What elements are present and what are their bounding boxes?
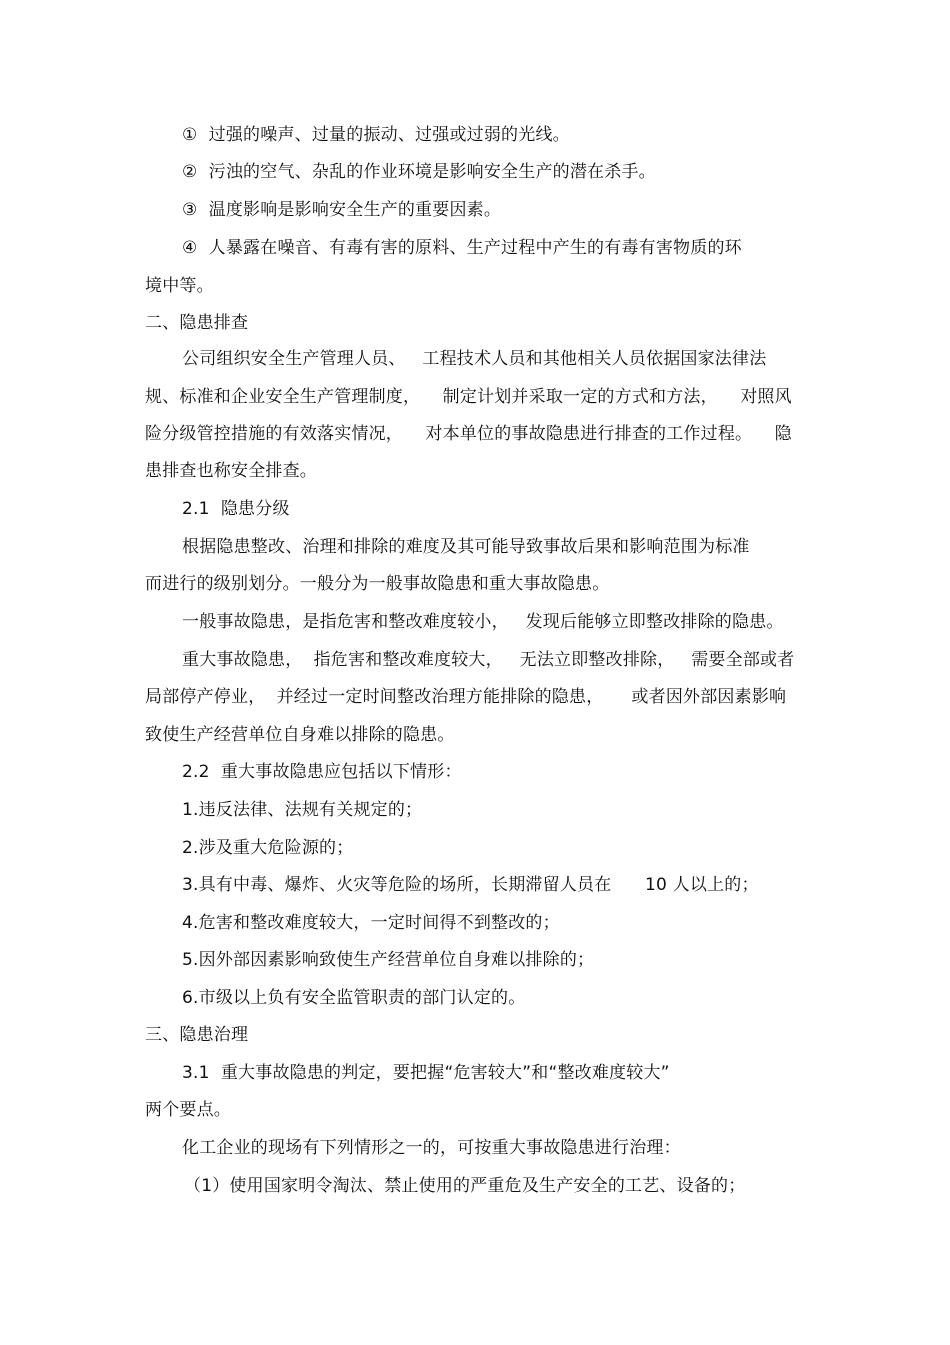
text-line: ④ 人暴露在噪音、有毒有害的原料、生产过程中产生的有毒有害物质的环 — [182, 238, 742, 258]
text-line: 境中等。 — [145, 276, 214, 296]
list-item: 6.市级以上负有安全监管职责的部门认定的。 — [182, 988, 526, 1008]
text-line: 局部停产停业， 并经过一定时间整改治理方能排除的隐患， 或者因外部因素影响 — [145, 687, 787, 707]
text-line: 重大事故隐患， 指危害和整改难度较大， 无法立即整改排除， 需要全部或者 — [182, 650, 795, 670]
subsection-heading: 2.1 隐患分级 — [182, 499, 290, 519]
text-line: 险分级管控措施的有效落实情况， 对本单位的事故隐患进行排查的工作过程。 隐 — [145, 424, 792, 444]
text-line: 规、标准和企业安全生产管理制度， 制定计划并采取一定的方式和方法， 对照风 — [145, 387, 792, 407]
text-line: 致使生产经营单位自身难以排除的隐患。 — [145, 725, 455, 745]
list-item: 1.违反法律、法规有关规定的； — [182, 800, 423, 820]
subsection-heading: 2.2 重大事故隐患应包括以下情形： — [182, 762, 462, 782]
text-line: ① 过强的噪声、过量的振动、过强或过弱的光线。 — [182, 125, 570, 145]
text-line: 公司组织安全生产管理人员、 工程技术人员和其他相关人员依据国家法律法 — [182, 349, 767, 369]
list-item: 3.具有中毒、爆炸、火灾等危险的场所，长期滞留人员在 10 人以上的； — [182, 875, 759, 895]
text-line: 化工企业的现场有下列情形之一的，可按重大事故隐患进行治理： — [182, 1138, 681, 1158]
text-line: 根据隐患整改、治理和排除的难度及其可能导致事故后果和影响范围为标准 — [182, 537, 750, 557]
text-line: ③ 温度影响是影响安全生产的重要因素。 — [182, 200, 502, 220]
text-line: 患排查也称安全排查。 — [145, 461, 317, 481]
section-heading: 三、隐患治理 — [145, 1025, 249, 1045]
list-item: 5.因外部因素影响致使生产经营单位自身难以排除的； — [182, 950, 595, 970]
section-heading: 二、隐患排查 — [145, 313, 249, 333]
text-line: 一般事故隐患，是指危害和整改难度较小， 发现后能够立即整改排除的隐患。 — [182, 612, 784, 632]
subsection-heading: 3.1 重大事故隐患的判定，要把握“危害较大”和“整改难度较大” — [182, 1063, 670, 1083]
text-line: 两个要点。 — [145, 1100, 231, 1120]
text-line: ② 污浊的空气、杂乱的作业环境是影响安全生产的潜在杀手。 — [182, 162, 656, 182]
list-item: 2.涉及重大危险源的； — [182, 838, 354, 858]
list-item: （1）使用国家明令淘汰、禁止使用的严重危及生产安全的工艺、设备的； — [184, 1176, 746, 1196]
text-line: 而进行的级别划分。一般分为一般事故隐患和重大事故隐患。 — [145, 574, 610, 594]
list-item: 4.危害和整改难度较大，一定时间得不到整改的； — [182, 913, 560, 933]
